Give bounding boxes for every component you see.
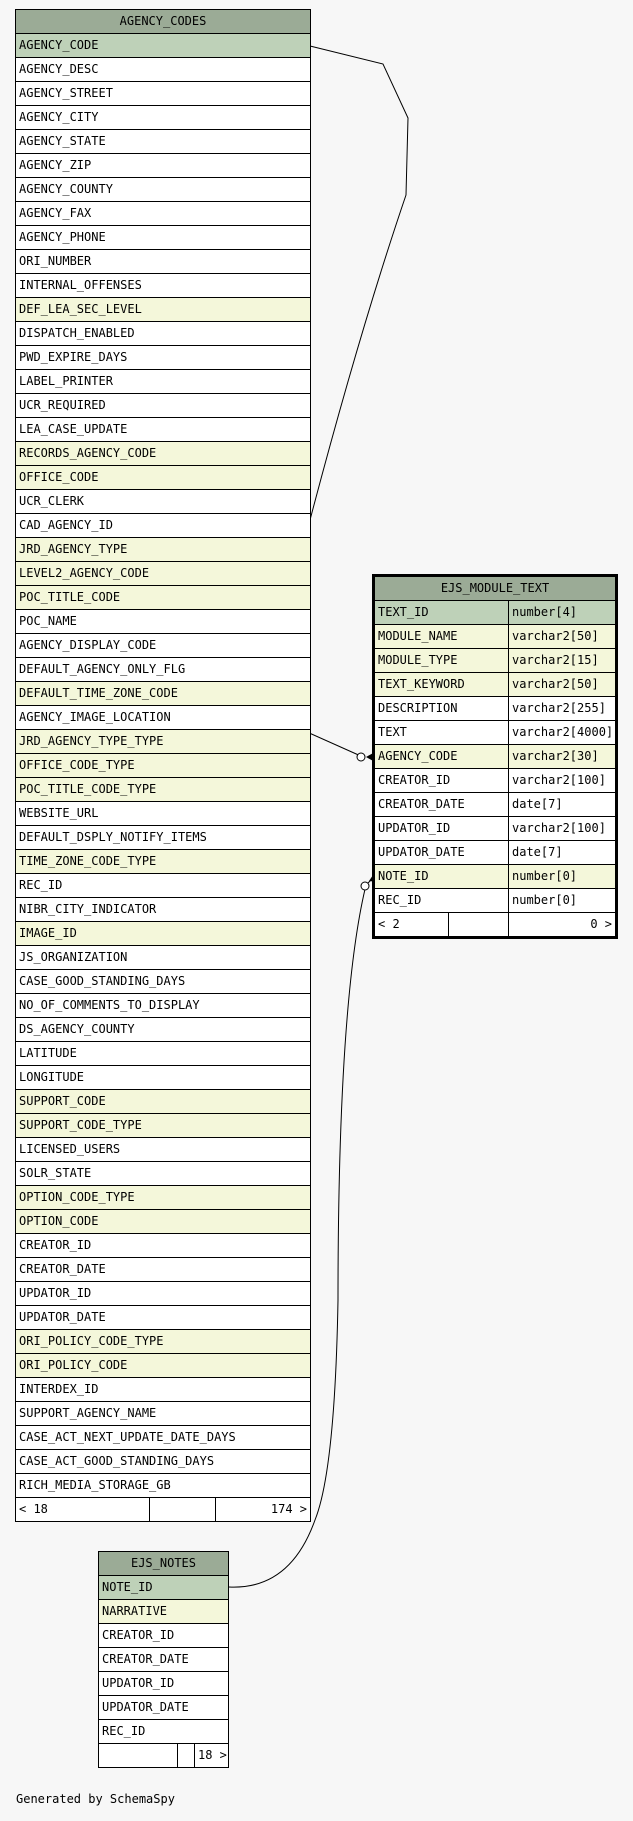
column-row[interactable] [375, 745, 615, 769]
column-name: NOTE_ID [378, 869, 429, 883]
column-row[interactable] [16, 130, 310, 154]
column-row[interactable] [16, 1090, 310, 1114]
column-name: DEFAULT_DSPLY_NOTIFY_ITEMS [19, 830, 207, 844]
edge-agency-code-optional-marker [357, 753, 365, 761]
column-row[interactable] [16, 586, 310, 610]
column-name: UPDATOR_DATE [19, 1310, 106, 1324]
column-row[interactable] [16, 154, 310, 178]
column-name: JRD_AGENCY_TYPE [19, 542, 128, 556]
column-row[interactable] [16, 1450, 310, 1474]
column-type: varchar2[255] [508, 697, 615, 720]
column-row[interactable] [16, 514, 310, 538]
column-name: AGENCY_CITY [19, 110, 99, 124]
column-name: OPTION_CODE [19, 1214, 99, 1228]
table-footer [16, 1498, 310, 1521]
column-name: CREATOR_ID [19, 1238, 92, 1252]
column-name: REC_ID [102, 1724, 146, 1738]
column-name: SOLR_STATE [19, 1166, 92, 1180]
column-name: MODULE_TYPE [378, 653, 458, 667]
column-row[interactable] [99, 1576, 228, 1600]
column-row[interactable] [375, 865, 615, 889]
column-row[interactable] [16, 1378, 310, 1402]
column-name: ORI_POLICY_CODE_TYPE [19, 1334, 164, 1348]
column-name: CREATOR_ID [378, 773, 451, 787]
column-row[interactable] [16, 1162, 310, 1186]
column-row[interactable] [16, 1354, 310, 1378]
column-name: AGENCY_DISPLAY_CODE [19, 638, 157, 652]
table-title[interactable]: EJS_NOTES [99, 1552, 228, 1576]
column-name: UPDATOR_DATE [102, 1700, 189, 1714]
column-name: POC_NAME [19, 614, 77, 628]
column-name: RICH_MEDIA_STORAGE_GB [19, 1478, 171, 1492]
column-list [99, 1576, 228, 1744]
children-count[interactable]: 0 > [508, 913, 615, 936]
column-type: varchar2[15] [508, 649, 615, 672]
column-name: CAD_AGENCY_ID [19, 518, 113, 532]
column-row[interactable] [16, 802, 310, 826]
column-type: varchar2[4000] [508, 721, 615, 744]
table-footer [375, 913, 615, 936]
column-name: CREATOR_DATE [378, 797, 465, 811]
column-row[interactable] [16, 1426, 310, 1450]
parents-count [99, 1744, 177, 1767]
column-name: LABEL_PRINTER [19, 374, 113, 388]
column-row[interactable] [375, 649, 615, 673]
column-type: varchar2[100] [508, 817, 615, 840]
column-type: varchar2[50] [508, 673, 615, 696]
column-name: LICENSED_USERS [19, 1142, 121, 1156]
column-name: UPDATOR_ID [102, 1676, 175, 1690]
column-name: UCR_CLERK [19, 494, 85, 508]
column-name: PWD_EXPIRE_DAYS [19, 350, 128, 364]
column-row[interactable] [375, 841, 615, 865]
column-row[interactable] [16, 442, 310, 466]
column-row[interactable] [16, 850, 310, 874]
parents-count[interactable]: < 2 [378, 917, 400, 931]
column-name: AGENCY_DESC [19, 62, 99, 76]
column-row[interactable] [16, 826, 310, 850]
column-name: TEXT_ID [378, 605, 429, 619]
column-row[interactable] [16, 202, 310, 226]
parents-count[interactable]: < 18 [19, 1502, 48, 1516]
column-type: number[0] [508, 889, 615, 912]
column-row[interactable] [375, 889, 615, 913]
column-name: CASE_ACT_GOOD_STANDING_DAYS [19, 1454, 215, 1468]
column-row[interactable] [16, 370, 310, 394]
column-row[interactable] [16, 82, 310, 106]
column-row[interactable] [99, 1600, 228, 1624]
column-row[interactable] [16, 1330, 310, 1354]
column-row[interactable] [16, 562, 310, 586]
generated-by-footer: Generated by SchemaSpy [16, 1792, 175, 1806]
column-row[interactable] [375, 601, 615, 625]
column-name: SUPPORT_AGENCY_NAME [19, 1406, 157, 1420]
column-type: varchar2[100] [508, 769, 615, 792]
column-row[interactable] [16, 346, 310, 370]
column-name: NO_OF_COMMENTS_TO_DISPLAY [19, 998, 200, 1012]
column-row[interactable] [16, 634, 310, 658]
table-title[interactable]: EJS_MODULE_TEXT [375, 577, 615, 601]
column-name: UPDATOR_ID [19, 1286, 92, 1300]
column-name: TEXT [378, 725, 407, 739]
column-row[interactable] [375, 625, 615, 649]
column-row[interactable] [16, 1474, 310, 1498]
column-type: varchar2[50] [508, 625, 615, 648]
column-row[interactable] [375, 769, 615, 793]
column-row[interactable] [16, 1042, 310, 1066]
column-row[interactable] [99, 1672, 228, 1696]
column-row[interactable] [16, 490, 310, 514]
column-name: AGENCY_COUNTY [19, 182, 113, 196]
column-row[interactable] [375, 697, 615, 721]
column-name: DS_AGENCY_COUNTY [19, 1022, 135, 1036]
column-row[interactable] [99, 1624, 228, 1648]
column-row[interactable] [16, 994, 310, 1018]
column-type: date[7] [508, 793, 615, 816]
column-row[interactable] [16, 922, 310, 946]
column-name: ORI_POLICY_CODE [19, 1358, 128, 1372]
column-name: AGENCY_STATE [19, 134, 106, 148]
column-name: LEA_CASE_UPDATE [19, 422, 128, 436]
column-type: number[4] [508, 601, 615, 624]
column-row[interactable] [375, 673, 615, 697]
column-name: MODULE_NAME [378, 629, 458, 643]
footer-spacer [149, 1498, 215, 1521]
column-row[interactable] [16, 874, 310, 898]
column-name: AGENCY_PHONE [19, 230, 106, 244]
column-row[interactable] [16, 250, 310, 274]
column-name: UPDATOR_DATE [378, 845, 465, 859]
column-name: IMAGE_ID [19, 926, 77, 940]
column-row[interactable] [16, 1306, 310, 1330]
children-count[interactable]: 174 > [215, 1498, 310, 1521]
column-row[interactable] [16, 1186, 310, 1210]
column-name: CREATOR_DATE [19, 1262, 106, 1276]
table-agency-codes[interactable] [16, 10, 310, 1521]
column-name: JRD_AGENCY_TYPE_TYPE [19, 734, 164, 748]
column-row[interactable] [99, 1720, 228, 1744]
column-name: AGENCY_CODE [19, 38, 99, 52]
column-name: UCR_REQUIRED [19, 398, 106, 412]
column-row[interactable] [375, 721, 615, 745]
column-row[interactable] [16, 418, 310, 442]
children-count[interactable]: 18 > [194, 1744, 228, 1767]
column-name: SUPPORT_CODE_TYPE [19, 1118, 142, 1132]
column-name: LONGITUDE [19, 1070, 85, 1084]
column-name: INTERNAL_OFFENSES [19, 278, 142, 292]
column-type: number[0] [508, 865, 615, 888]
column-name: INTERDEX_ID [19, 1382, 99, 1396]
column-row[interactable] [16, 466, 310, 490]
column-row[interactable] [16, 1282, 310, 1306]
column-row[interactable] [16, 946, 310, 970]
column-name: TEXT_KEYWORD [378, 677, 465, 691]
column-row[interactable] [16, 1066, 310, 1090]
column-row[interactable] [16, 538, 310, 562]
table-ejs-module-text[interactable] [375, 577, 615, 936]
column-row[interactable] [99, 1648, 228, 1672]
column-list [16, 34, 310, 1498]
column-row[interactable] [16, 274, 310, 298]
column-name: SUPPORT_CODE [19, 1094, 106, 1108]
column-name: AGENCY_FAX [19, 206, 92, 220]
column-row[interactable] [16, 706, 310, 730]
column-name: ORI_NUMBER [19, 254, 92, 268]
column-row[interactable] [16, 1258, 310, 1282]
column-name: DEF_LEA_SEC_LEVEL [19, 302, 142, 316]
column-name: DESCRIPTION [378, 701, 458, 715]
column-row[interactable] [16, 778, 310, 802]
column-name: REC_ID [19, 878, 63, 892]
column-name: DEFAULT_TIME_ZONE_CODE [19, 686, 178, 700]
edge-note-id-optional-marker [361, 882, 369, 890]
table-footer [99, 1744, 228, 1767]
column-row[interactable] [16, 1114, 310, 1138]
column-name: TIME_ZONE_CODE_TYPE [19, 854, 157, 868]
column-row[interactable] [16, 730, 310, 754]
column-row[interactable] [16, 322, 310, 346]
column-name: LEVEL2_AGENCY_CODE [19, 566, 150, 580]
edge-agency-code-arrow [366, 752, 375, 762]
column-name: CREATOR_ID [102, 1628, 175, 1642]
column-name: NARRATIVE [102, 1604, 168, 1618]
column-row[interactable] [16, 658, 310, 682]
column-name: WEBSITE_URL [19, 806, 99, 820]
column-list [375, 601, 615, 913]
column-row[interactable] [16, 178, 310, 202]
column-name: CASE_ACT_NEXT_UPDATE_DATE_DAYS [19, 1430, 236, 1444]
column-name: NOTE_ID [102, 1580, 153, 1594]
column-name: UPDATOR_ID [378, 821, 451, 835]
column-row[interactable] [16, 754, 310, 778]
column-name: JS_ORGANIZATION [19, 950, 128, 964]
column-row[interactable] [16, 610, 310, 634]
column-name: LATITUDE [19, 1046, 77, 1060]
column-name: OFFICE_CODE_TYPE [19, 758, 135, 772]
column-name: POC_TITLE_CODE [19, 590, 121, 604]
column-row[interactable] [16, 58, 310, 82]
column-row[interactable] [16, 226, 310, 250]
column-row[interactable] [16, 34, 310, 58]
column-row[interactable] [16, 1210, 310, 1234]
table-ejs-notes[interactable] [99, 1552, 228, 1767]
column-row[interactable] [375, 817, 615, 841]
column-name: OFFICE_CODE [19, 470, 99, 484]
column-row[interactable] [16, 970, 310, 994]
column-name: AGENCY_STREET [19, 86, 113, 100]
column-row[interactable] [16, 898, 310, 922]
column-row[interactable] [375, 793, 615, 817]
column-row[interactable] [16, 1234, 310, 1258]
column-type: date[7] [508, 841, 615, 864]
footer-spacer [448, 913, 508, 936]
column-name: OPTION_CODE_TYPE [19, 1190, 135, 1204]
column-name: POC_TITLE_CODE_TYPE [19, 782, 157, 796]
footer-spacer [177, 1744, 194, 1767]
column-name: RECORDS_AGENCY_CODE [19, 446, 157, 460]
column-row[interactable] [16, 1402, 310, 1426]
column-row[interactable] [16, 1138, 310, 1162]
column-row[interactable] [16, 394, 310, 418]
column-name: AGENCY_IMAGE_LOCATION [19, 710, 171, 724]
column-name: NIBR_CITY_INDICATOR [19, 902, 157, 916]
table-title[interactable]: AGENCY_CODES [16, 10, 310, 34]
column-name: DISPATCH_ENABLED [19, 326, 135, 340]
column-name: CREATOR_DATE [102, 1652, 189, 1666]
column-row[interactable] [16, 682, 310, 706]
column-name: AGENCY_CODE [378, 749, 458, 763]
column-name: DEFAULT_AGENCY_ONLY_FLG [19, 662, 186, 676]
column-name: CASE_GOOD_STANDING_DAYS [19, 974, 186, 988]
column-row[interactable] [16, 1018, 310, 1042]
column-row[interactable] [99, 1696, 228, 1720]
column-name: AGENCY_ZIP [19, 158, 92, 172]
column-row[interactable] [16, 106, 310, 130]
column-name: REC_ID [378, 893, 422, 907]
column-row[interactable] [16, 298, 310, 322]
column-type: varchar2[30] [508, 745, 615, 768]
